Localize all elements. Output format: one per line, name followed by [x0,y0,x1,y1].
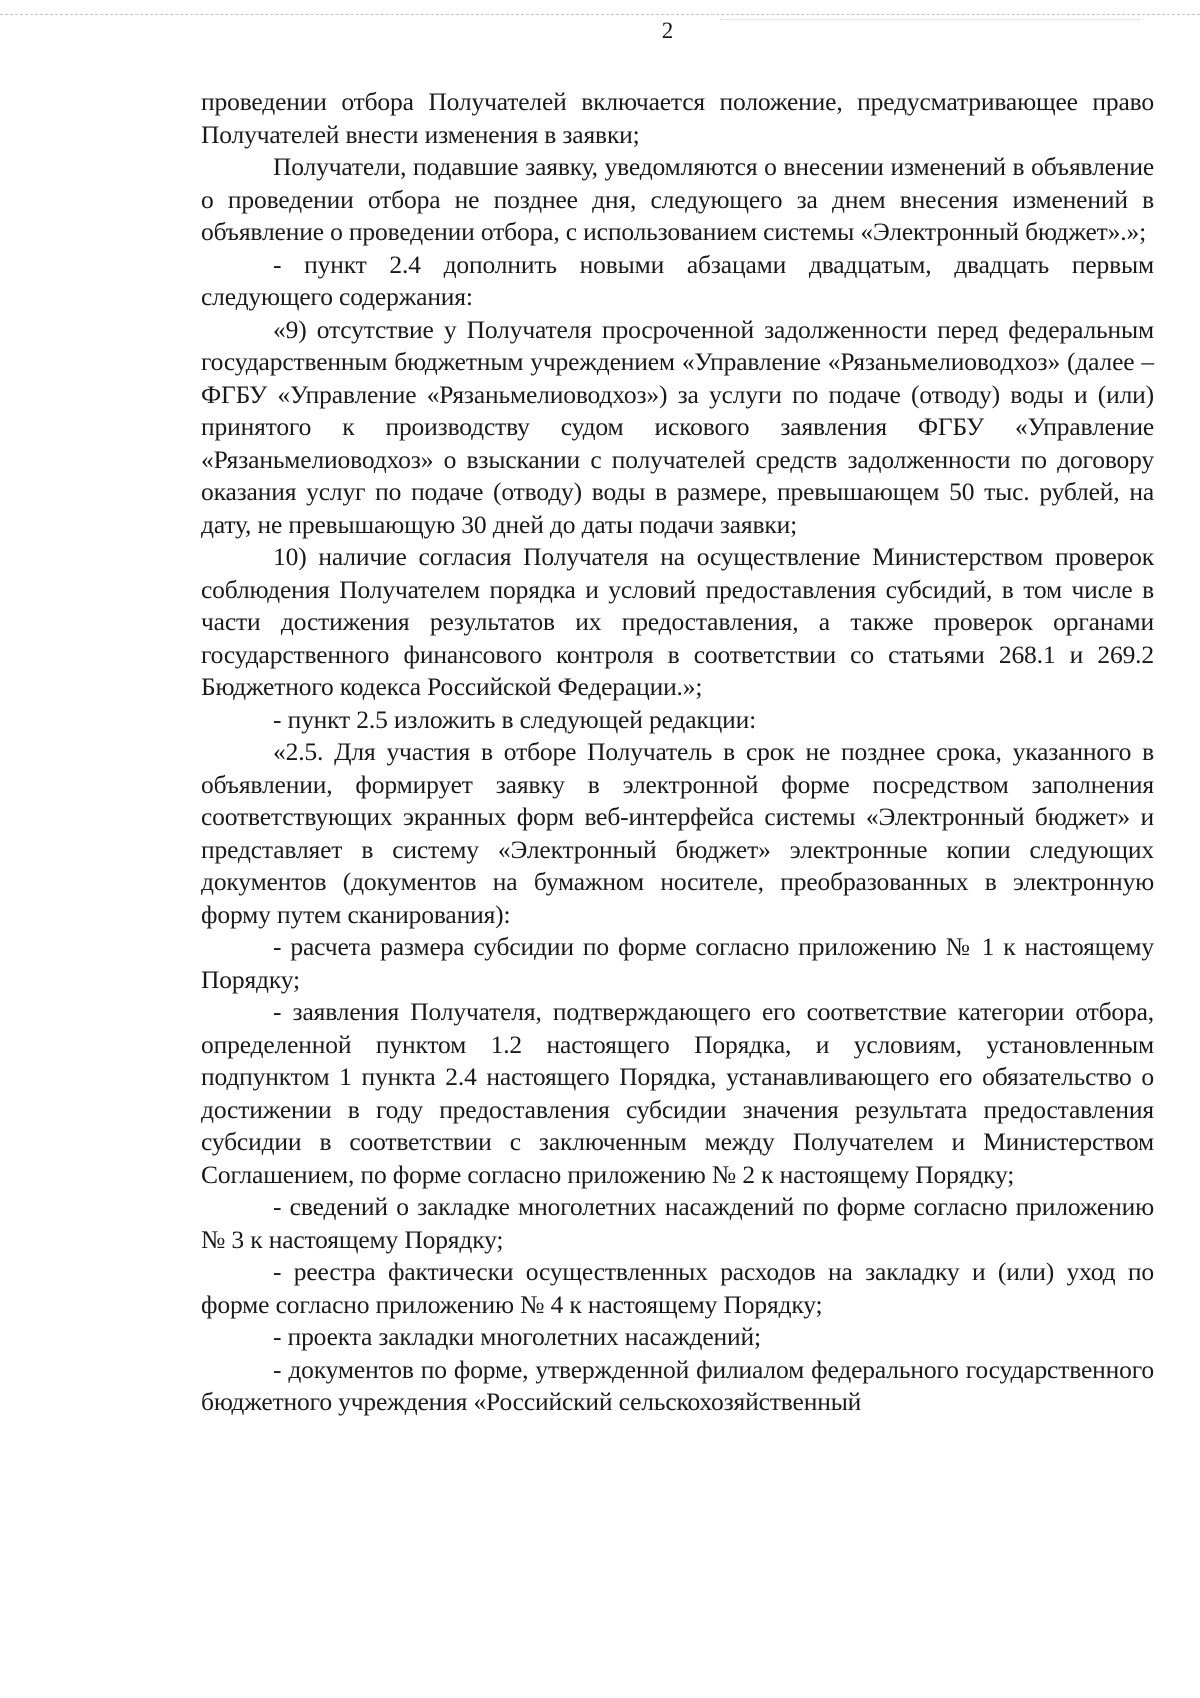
paragraph: - реестра фактически осуществленных расходов на закладку и (или) уход по форме согласно приложению № 4 к настоящему Порядку; [201,1257,1154,1319]
paragraph: Получатели, подавшие заявку, уведомляются о внесении изменений в объявление о проведении отбора не позднее дня, следующего за днем внесения изменений в объявление о проведении отбора, с использованием системы «Электронный бюджет».»; [201,152,1154,246]
paragraph: - документов по форме, утвержденной филиалом федерального государственного бюджетного учреждения «Российский сельскохозяйственный [201,1354,1154,1416]
page-number: 2 [661,18,674,43]
paragraph: - проекта закладки многолетних насаждений; [273,1322,761,1351]
paragraph: «9) отсутствие у Получателя просроченной задолженности перед федеральным государственным бюджетным учреждением «Управление «Рязаньмелиоводхоз» (далее – ФГБУ «Управление «Рязаньмелиоводхоз») за услуги по подаче (отводу) воды и (или) принятого к производству судом искового заявления ФГБУ «Управление «Рязаньмелиоводхоз» о взыскании с получателей средств задолженности по договору оказания услуг по подаче (отводу) воды в размере, превышающем 50 тыс. рублей, на дату, не превышающую 30 дней до даты подачи заявки; [201,314,1154,539]
paragraph: - пункт 2.5 изложить в следующей редакции: [273,704,757,734]
document-body [201,86,1154,1419]
scan-edge-line [0,14,1200,15]
paragraph: 10) наличие согласия Получателя на осуществление Министерством проверок соблюдения Получателем порядка и условий предоставления субсидий, в том числе в части достижения результатов их предоставления, а также проверок органами государственного финансового контроля в соответствии со статьями 268.1 и 269.2 Бюджетного кодекса Российской Федерации.»; [201,542,1154,701]
paragraph: - расчета размера субсидии по форме согласно приложению № 1 к настоящему Порядку; [201,932,1154,994]
paragraph: - заявления Получателя, подтверждающего его соответствие категории отбора, определенной пунктом 1.2 настоящего Порядка, и условиям, установленным подпунктом 1 пункта 2.4 настоящего Порядка, устанавливающего его обязательство о достижении в году предоставления субсидии значения результата предоставления субсидии в соответствии с заключенным между Получателем и Министерством Соглашением, по форме согласно приложению № 2 к настоящему Порядку; [201,997,1154,1189]
paragraph: «2.5. Для участия в отборе Получатель в срок не позднее срока, указанного в объявлении, формирует заявку в электронной форме посредством заполнения соответствующих экранных форм веб-интерфейса системы «Электронный бюджет» и представляет в систему «Электронный бюджет» электронные копии следующих документов (документов на бумажном носителе, преобразованных в электронную форму путем сканирования): [201,737,1154,929]
paragraph: проведении отбора Получателей включается положение, предусматривающее право Получателей внести изменения в заявки; [201,87,1154,149]
paragraph: - сведений о закладке многолетних насаждений по форме согласно приложению № 3 к настоящему Порядку; [201,1192,1154,1254]
paragraph: - пункт 2.4 дополнить новыми абзацами двадцатым, двадцать первым следующего содержания: [201,249,1154,311]
